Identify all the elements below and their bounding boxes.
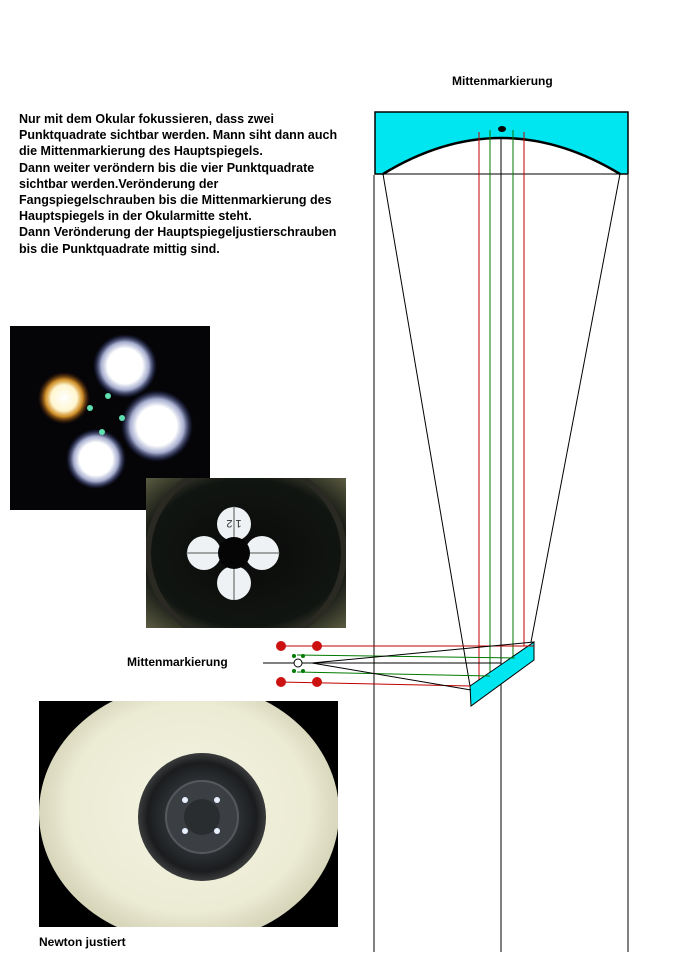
- eyepiece-center-marker: [294, 659, 302, 667]
- top-center-marker-label: Mittenmarkierung: [452, 74, 553, 88]
- instruction-line: sichtbar werden.Verӧnderung der: [19, 176, 219, 191]
- instruction-line: Fangspiegelschrauben bis die Mittenmarkierung des: [19, 193, 332, 208]
- green-dot: [292, 669, 296, 673]
- screw-marker: [276, 641, 286, 651]
- secondary-mirror: [470, 642, 534, 706]
- photo-reticle-quadrants: [146, 478, 346, 628]
- instruction-line: die Mittenmarkierung des Hauptspiegels.: [19, 144, 263, 159]
- reticle-numbers: 1 2: [226, 517, 242, 529]
- ray-green: [297, 672, 490, 676]
- instruction-line: Hauptspiegels in der Okularmitte steht.: [19, 209, 252, 224]
- center-mark-dot: [498, 126, 506, 132]
- instruction-line: Dann Verӧnderung der Hauptspiegeljustierschrauben: [19, 225, 337, 240]
- instruction-line: Punktquadrate sichtbar werden. Mann siht dann auch: [19, 128, 338, 143]
- green-dot: [301, 669, 305, 673]
- side-center-marker-label: Mittenmarkierung: [127, 655, 228, 669]
- cone-right-line: [531, 174, 620, 642]
- screw-marker: [312, 641, 322, 651]
- instruction-line: bis die Punktquadrate mittig sind.: [19, 241, 220, 256]
- screw-marker: [312, 677, 322, 687]
- focus-line: [312, 663, 471, 690]
- newton-caption: Newton justiert: [39, 935, 126, 949]
- green-dot: [292, 654, 296, 658]
- ray-green: [297, 655, 515, 658]
- cone-left-line: [383, 174, 470, 686]
- photo-newton-adjusted: [39, 701, 338, 927]
- green-dot: [301, 654, 305, 658]
- screw-marker: [276, 677, 286, 687]
- instruction-line: Dann weiter verӧndern bis die vier Punktquadrate: [19, 160, 315, 175]
- instruction-line: Nur mit dem Okular fokussieren, dass zwei: [19, 112, 274, 126]
